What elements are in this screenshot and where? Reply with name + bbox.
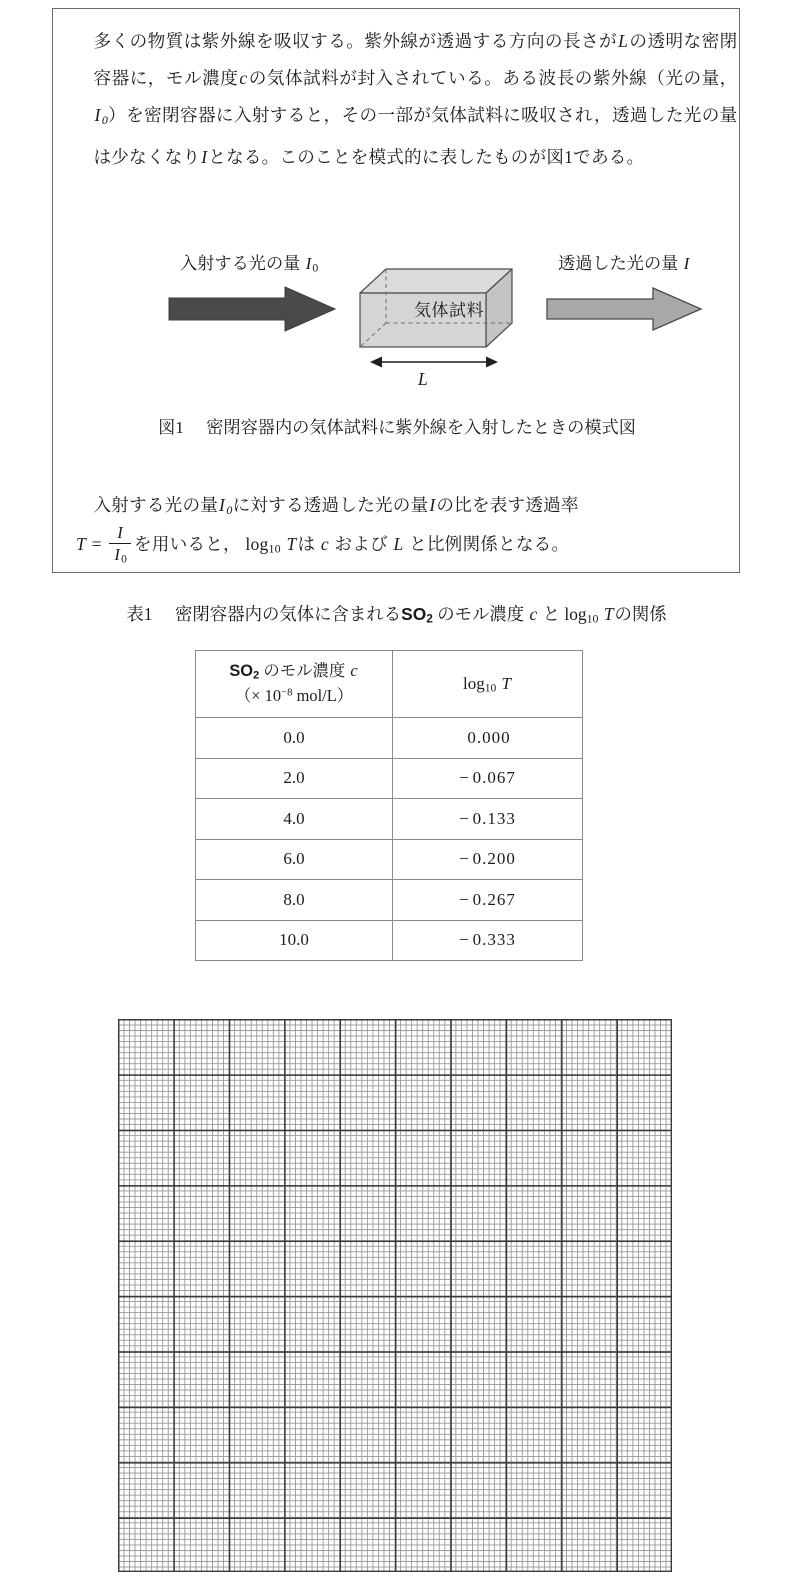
table1-caption-number: 表1 <box>126 604 153 624</box>
passage-p2-seg1: 入射する光の量 <box>93 495 219 515</box>
symbol-c: c <box>239 68 248 88</box>
length-dimension-arrow-icon <box>369 354 499 370</box>
figure1-caption-number: 図1 <box>158 418 184 437</box>
cell-concentration: 6.0 <box>196 839 393 880</box>
figure1-transmitted-label <box>558 249 690 274</box>
cell-concentration: 8.0 <box>196 880 393 921</box>
formula-denominator <box>109 543 131 567</box>
passage-p2-seg2: に対する透過した光の量 <box>232 495 429 515</box>
passage-p1-seg1: 多くの物質は紫外線を吸収する。紫外線が透過する方向の長さが <box>93 31 618 51</box>
cell-logt-value: 0.200 <box>472 849 516 869</box>
table-header-concentration-line2 <box>196 684 392 709</box>
cell-logt <box>393 799 583 840</box>
cell-logt <box>393 839 583 880</box>
table1-caption-text-4: の関係 <box>614 604 667 624</box>
table-row <box>196 718 583 759</box>
cell-concentration: 2.0 <box>196 758 393 799</box>
table-row <box>196 839 583 880</box>
passage-p1-seg5: となる。このことを模式的に表したものが図1である。 <box>208 146 645 167</box>
symbol-L-3: L <box>393 534 404 555</box>
table-header-so2: SO <box>229 662 254 681</box>
cell-logt-value: 0.333 <box>472 930 516 950</box>
table-header-logt-symbol: T <box>501 673 511 693</box>
table-header-logt-sub: 10 <box>484 681 497 695</box>
table-header-concentration-text: のモル濃度 <box>263 661 346 681</box>
cell-logt <box>393 718 583 759</box>
table1-caption-so2: SO <box>401 604 427 624</box>
table-header-logt <box>393 651 583 718</box>
table-header-so2-sub: 2 <box>253 669 260 682</box>
figure1-transmitted-label-text: 透過した光の量 <box>558 254 679 273</box>
table-header-row <box>196 651 583 718</box>
passage-p2l2-seg3: および <box>334 534 388 555</box>
answer-graph-paper[interactable] <box>118 1019 672 1572</box>
cell-logt-value: 0.133 <box>472 808 516 828</box>
table1-caption-symbol-c: c <box>529 604 538 624</box>
passage-p1-seg4: ）を密閉容器に入射すると，その一部が気体試料に吸収され，透過した光の量は少なくなり <box>93 105 738 167</box>
cell-concentration: 10.0 <box>196 920 393 961</box>
passage-p2l2-seg4: と比例関係となる。 <box>409 534 570 555</box>
table1-caption-log-sub: 10 <box>586 611 599 626</box>
symbol-I0-sub-2: 0 <box>226 502 233 517</box>
table-row <box>196 799 583 840</box>
table-row <box>196 920 583 961</box>
dimension-label-L <box>417 369 429 390</box>
cell-logt-sign: − <box>459 930 470 950</box>
symbol-I: I <box>201 146 208 167</box>
symbol-L: L <box>618 31 629 51</box>
symbol-I0-sub: 0 <box>101 112 109 127</box>
cell-logt-sign: − <box>459 808 470 828</box>
passage-paragraph-2-line2 <box>75 525 723 567</box>
passage-p1-seg2: の透明な密閉容器に，モル濃度 <box>93 31 738 88</box>
table-header-symbol-c: c <box>350 661 358 681</box>
figure1-caption-text: 密閉容器内の気体試料に紫外線を入射したときの模式図 <box>206 418 636 437</box>
figure1-incident-symbol: I <box>305 254 312 273</box>
formula-denominator-sub: 0 <box>121 553 128 566</box>
cell-logt <box>393 920 583 961</box>
table-row <box>196 880 583 921</box>
symbol-I0-base-2: I <box>219 495 226 515</box>
formula-denominator-base: I <box>114 544 121 564</box>
symbol-I0-base: I <box>94 105 101 125</box>
formula-T: T <box>76 534 86 555</box>
incident-light-arrow-icon <box>167 285 337 333</box>
table1-caption-text-1: 密閉容器内の気体に含まれる <box>175 604 402 624</box>
figure1-incident-label <box>180 249 318 275</box>
table-header-unit-exp: −8 <box>281 686 293 699</box>
table1-caption-symbol-T: T <box>603 604 614 624</box>
cell-logt-value: 0.267 <box>472 889 516 909</box>
figure1-incident-symbol-sub: 0 <box>312 261 319 275</box>
figure1-transmitted-symbol: I <box>683 254 690 273</box>
cell-concentration: 4.0 <box>196 799 393 840</box>
table-header-unit-text: mol/L） <box>296 686 354 706</box>
cell-logt-sign: − <box>459 889 470 909</box>
formula-fraction-I-over-I0 <box>109 524 131 566</box>
figure1-incident-label-text: 入射する光の量 <box>180 254 301 273</box>
table1-data-table <box>195 650 583 961</box>
cell-logt <box>393 880 583 921</box>
table-header-concentration-line1 <box>196 659 392 684</box>
table-row <box>196 758 583 799</box>
passage-p2l2-seg1: を用いると， <box>134 534 241 555</box>
table-header-unit-open: （× <box>234 686 261 706</box>
cell-logt <box>393 758 583 799</box>
cell-logt-value: 0.000 <box>467 727 511 747</box>
passage-p1-seg3: の気体試料が封入されている。ある波長の紫外線（光の量， <box>248 68 738 88</box>
symbol-I-2: I <box>429 495 436 515</box>
formula-equals: = <box>91 534 102 555</box>
table-header-concentration <box>196 651 393 718</box>
table-body <box>196 718 583 961</box>
cell-logt-value: 0.067 <box>472 768 516 788</box>
table1-caption <box>0 600 793 627</box>
cell-concentration: 0.0 <box>196 718 393 759</box>
table-header-unit-base: 10 <box>264 686 282 706</box>
table-header-logt-log: log <box>463 673 485 693</box>
formula-T-2: T <box>286 534 297 555</box>
dimension-label-L-symbol: L <box>418 369 428 389</box>
cell-logt-sign: − <box>459 849 470 869</box>
passage-paragraph-1 <box>75 23 737 176</box>
gas-sample-label: 気体試料 <box>414 301 484 320</box>
passage-p2l2-seg2: は <box>297 534 316 555</box>
formula-log: log <box>245 534 269 555</box>
formula-log-base: 10 <box>268 541 281 556</box>
cell-logt-sign: − <box>459 768 470 788</box>
table1-caption-so2-sub: 2 <box>426 611 433 626</box>
table1-caption-text-3: と <box>542 604 561 624</box>
passage-p2-seg3: の比を表す透過率 <box>436 495 579 515</box>
table1-caption-log: log <box>564 604 587 624</box>
passage-box <box>52 8 740 573</box>
symbol-c-3: c <box>320 534 329 555</box>
transmitted-light-arrow-icon <box>545 285 703 333</box>
formula-numerator: I <box>117 523 124 542</box>
figure1-caption <box>53 413 741 438</box>
table1-caption-text-2: のモル濃度 <box>437 604 525 624</box>
passage-paragraph-2 <box>75 487 741 528</box>
